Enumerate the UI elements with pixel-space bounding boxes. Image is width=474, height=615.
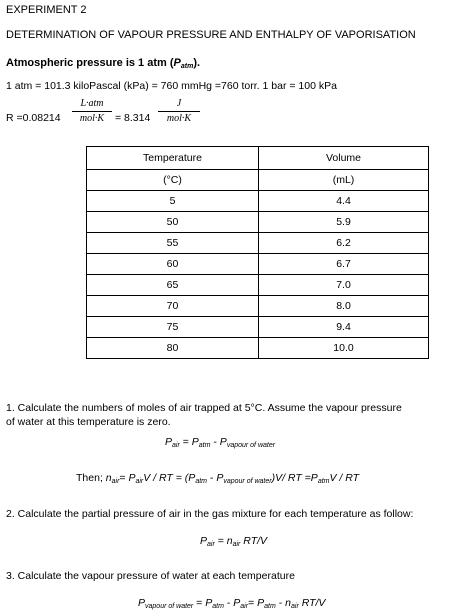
question-3-line: 3. Calculate the vapour pressure of water at each temperature (6, 570, 295, 582)
table-units-row (87, 170, 429, 191)
fraction-l-atm-per-mol-k: L·atm mol·K (72, 98, 112, 125)
volume-cell: 9.4 (259, 317, 429, 338)
volume-cell: 10.0 (259, 338, 429, 359)
volume-cell: 4.4 (259, 191, 429, 212)
volume-cell: 6.7 (259, 254, 429, 275)
table-row (87, 317, 429, 338)
table-row (87, 254, 429, 275)
atmospheric-pressure-line: Atmospheric pressure is 1 atm $(P_{atm})$. (6, 57, 201, 70)
equation-p-air: $P_{air} = P_{atm} - P_{vapour of water}$ (165, 436, 276, 449)
table-header-row (87, 147, 429, 170)
temp-cell: 5 (87, 191, 259, 212)
table-row (87, 212, 429, 233)
volume-cell: 8.0 (259, 296, 429, 317)
table-row (87, 191, 429, 212)
col-header-temperature: Temperature (87, 147, 259, 170)
unit-conversions: 1 atm = 101.3 kiloPascal (kPa) = 760 mmHg =760 torr. 1 bar = 100 kPa (6, 80, 337, 92)
table-row (87, 296, 429, 317)
temp-cell: 80 (87, 338, 259, 359)
temp-cell: 75 (87, 317, 259, 338)
equation-p-air-nrt: $P_{air} = n_{air}$ RT/V (200, 535, 268, 548)
volume-cell: 7.0 (259, 275, 429, 296)
document-title: DETERMINATION OF VAPOUR PRESSURE AND ENTHALPY OF VAPORISATION (6, 29, 416, 41)
equation-p-vapour: $P_{vapour of water} = P_{atm} - P_{air}= P_{atm} - n_{air}$ RT/V (138, 597, 326, 610)
table-row (87, 275, 429, 296)
question-2-line: 2. Calculate the partial pressure of air in the gas mixture for each temperature as follow: (6, 508, 414, 520)
temp-cell: 70 (87, 296, 259, 317)
temp-cell: 50 (87, 212, 259, 233)
equation-then-n-air: Then; $n_{air}= P_{air}V$ / RT = $(P_{atm} - P_{vapour of water})V/$ RT $=P_{atm}V$ / RT (76, 472, 360, 485)
temp-cell: 60 (87, 254, 259, 275)
gas-constant-equals: = 8.314 (115, 112, 151, 124)
volume-cell: 5.9 (259, 212, 429, 233)
col-unit-volume: (mL) (259, 170, 429, 191)
temp-cell: 65 (87, 275, 259, 296)
table-row (87, 338, 429, 359)
temp-cell: 55 (87, 233, 259, 254)
volume-cell: 6.2 (259, 233, 429, 254)
question-1-line-1: 1. Calculate the numbers of moles of air trapped at 5°C. Assume the vapour pressure (6, 402, 402, 414)
col-header-volume: Volume (259, 147, 429, 170)
fraction-j-per-mol-k: J mol·K (158, 98, 200, 125)
data-table (86, 146, 429, 359)
col-unit-temperature: (°C) (87, 170, 259, 191)
question-1-line-2: of water at this temperature is zero. (6, 416, 171, 428)
table-row (87, 233, 429, 254)
gas-constant-label: R =0.08214 (6, 112, 61, 124)
experiment-label: EXPERIMENT 2 (6, 4, 87, 16)
